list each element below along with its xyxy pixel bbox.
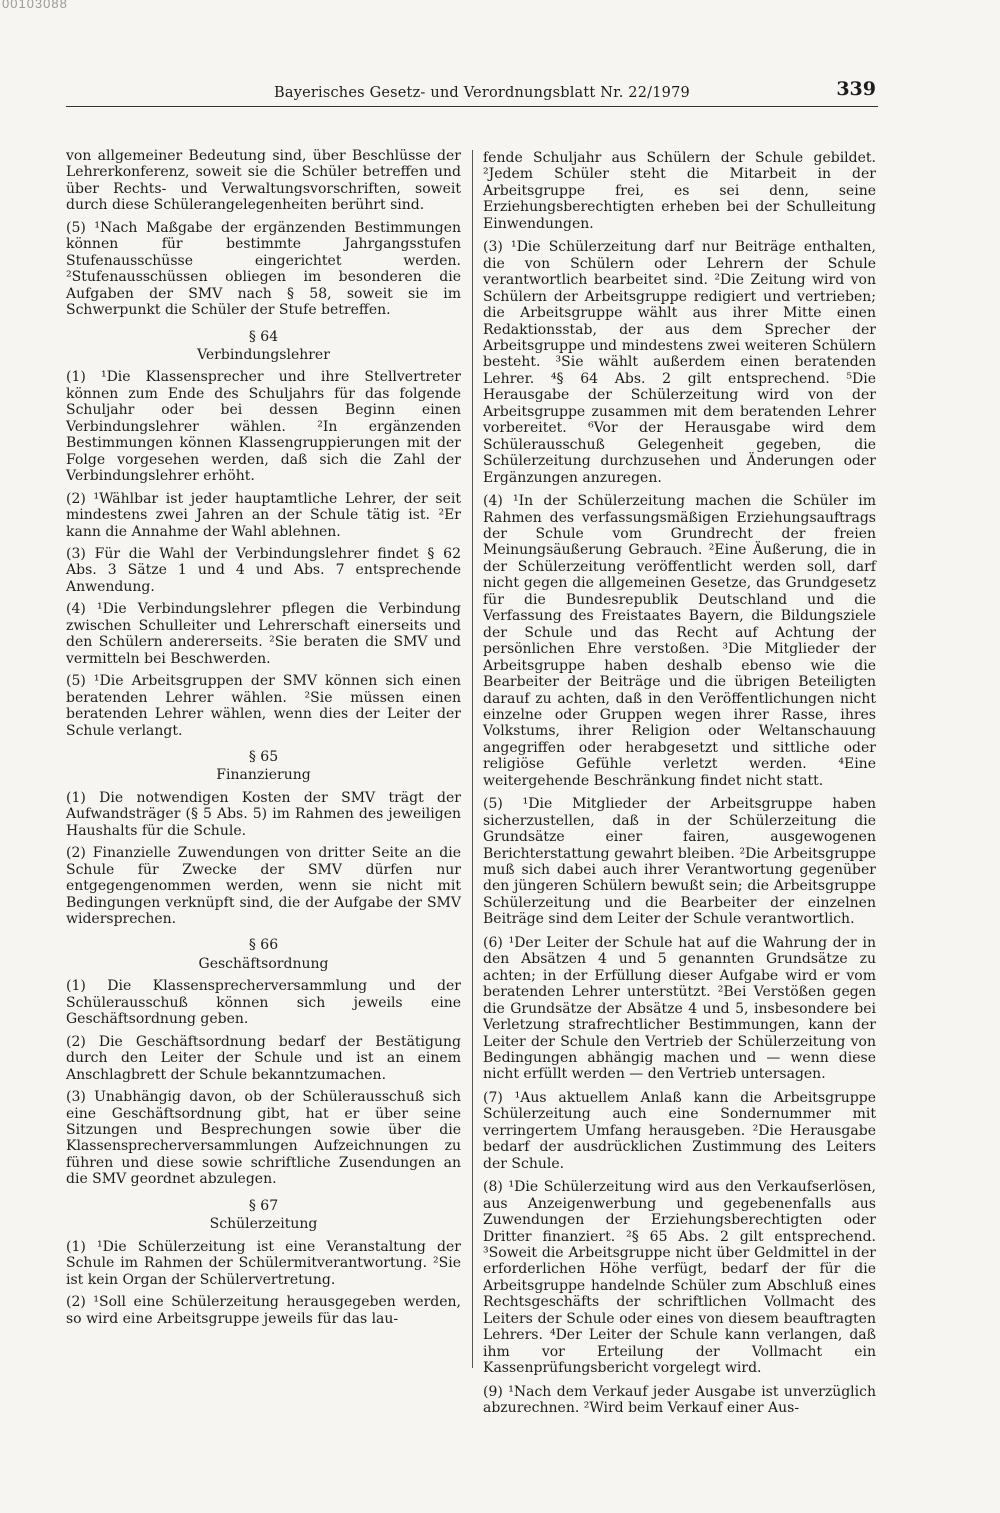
paragraph: (2) Die Geschäftsordnung bedarf der Bestätigung durch den Leiter der Schule und ist an einem Anschlagbrett der Schule bekanntzumachen.: [66, 1033, 461, 1083]
section-title: Schülerzeitung: [209, 1216, 318, 1233]
page-number: 339: [836, 78, 876, 100]
paragraph: (5) ¹Nach Maßgabe der ergänzenden Bestimmungen können für bestimmte Jahrgangsstufen Stufenausschüsse eingerichtet werden. ²Stufenausschüssen obliegen im besonderen die Aufgaben der SMV nach § 58, soweit sie im Schwerpunkt die Schüler der Stufe betreffen.: [66, 219, 461, 319]
page-header: [66, 80, 878, 107]
paragraph: (2) Finanzielle Zuwendungen von dritter Seite an die Schule für Zwecke der SMV dürfen nur entgegengenommen werden, wenn sie nicht mit Bedingungen verknüpft sind, die der Aufgabe der SMV widersprechen.: [66, 845, 461, 928]
right-column: [483, 150, 876, 1424]
paragraph: (7) ¹Aus aktuellem Anlaß kann die Arbeitsgruppe Schülerzeitung auch eine Sondernummer mit verringertem Umfang herausgeben. ²Die Herausgabe bedarf der ausdrücklichen Zustimmung des Leiters der Schule.: [483, 1089, 876, 1172]
section-title: Geschäftsordnung: [198, 955, 329, 972]
paragraph: (1) ¹Die Schülerzeitung ist eine Veranstaltung der Schule im Rahmen der Schülermitverantwortung. ²Sie ist kein Organ der Schülervertretung.: [66, 1238, 461, 1288]
paragraph: (1) Die Klassensprecherversammlung und der Schülerausschuß können sich jeweils eine Geschäftsordnung geben.: [66, 978, 461, 1028]
paragraph: (1) ¹Die Klassensprecher und ihre Stellvertreter können zum Ende des Schuljahrs für das folgende Schuljahr oder bei dessen Beginn einen Verbindungslehrer wählen. ²In ergänzenden Bestimmungen können Klassengruppierungen mit der Folge vorgesehen werden, daß sich die Zahl der Verbindungslehrer erhöht.: [66, 369, 461, 485]
paragraph: (2) ¹Soll eine Schülerzeitung herausgegeben werden, so wird eine Arbeitsgruppe jeweils für das lau-: [66, 1294, 461, 1327]
section-number: § 67: [248, 1197, 279, 1214]
section-title: Verbindungslehrer: [197, 346, 330, 363]
paragraph: von allgemeiner Bedeutung sind, über Beschlüsse der Lehrerkonferenz, soweit sie die Schüler betreffen und über Rechts- und Verwaltungsvorschriften, soweit durch diese Schülerangelegenheiten berührt sind.: [66, 148, 461, 214]
paragraph: (1) Die notwendigen Kosten der SMV trägt der Aufwandsträger (§ 5 Abs. 5) im Rahmen des jeweiligen Haushalts für die Schule.: [66, 789, 461, 839]
paragraph: (5) ¹Die Mitglieder der Arbeitsgruppe haben sicherzustellen, daß in der Schülerzeitung die Grundsätze einer fairen, ausgewogenen Berichterstattung gewahrt bleiben. ²Die Arbeitsgruppe muß sich dabei auch ihrer Verantwortung gegenüber den jüngeren Schülern bewußt sein; die Arbeitsgruppe Schülerzeitung und die Bearbeiter der einzelnen Beiträge sind dem Leiter der Schule verantwortlich.: [483, 796, 876, 928]
paragraph: (2) ¹Wählbar ist jeder hauptamtliche Lehrer, der seit mindestens zwei Jahren an der Schule tätig ist. ²Er kann die Annahme der Wahl ablehnen.: [66, 490, 461, 540]
paragraph: (5) ¹Die Arbeitsgruppen der SMV können sich einen beratenden Lehrer wählen. ²Sie müssen einen beratenden Lehrer wählen, wenn dies der Leiter der Schule verlangt.: [66, 673, 461, 739]
left-column: [66, 148, 461, 1333]
paragraph: (3) ¹Die Schülerzeitung darf nur Beiträge enthalten, die von Schülern oder Lehrern der Schule verantwortlich bearbeitet sind. ²Die Zeitung wird von Schülern der Arbeitsgruppe redigiert und vertrieben; die Arbeitsgruppe wählt aus ihrer Mitte einen Redaktionsstab, der aus dem Sprecher der Arbeitsgruppe und mindestens zwei weiteren Schülern besteht. ³Sie wählt außerdem einen beratenden Lehrer. ⁴§ 64 Abs. 2 gilt entsprechend. ⁵Die Herausgabe der Schülerzeitung wird von der Arbeitsgruppe zusammen mit dem beratenden Lehrer vorbereitet. ⁶Vor der Herausgabe wird dem Schülerausschuß Gelegenheit gegeben, die Schülerzeitung durchzusehen und Änderungen oder Ergänzungen anzuregen.: [483, 239, 876, 486]
paragraph: (6) ¹Der Leiter der Schule hat auf die Wahrung der in den Absätzen 4 und 5 genannten Grundsätze zu achten; in der Erfüllung dieser Aufgabe wird er vom beratenden Lehrer unterstützt. ²Bei Verstößen gegen die Grundsätze der Absätze 4 und 5, insbesondere bei Verletzung strafrechtlicher Bestimmungen, kann der Leiter der Schule den Vertrieb der Schülerzeitung von Bedingungen abhängig machen und — wenn diese nicht erfüllt werden — den Vertrieb untersagen.: [483, 934, 876, 1083]
paragraph: (9) ¹Nach dem Verkauf jeder Ausgabe ist unverzüglich abzurechnen. ²Wird beim Verkauf einer Aus-: [483, 1383, 876, 1417]
column-divider: [472, 150, 473, 1368]
section-number: § 65: [248, 748, 279, 765]
paragraph: fende Schuljahr aus Schülern der Schule gebildet. ²Jedem Schüler steht die Mitarbeit in der Arbeitsgruppe frei, es sei denn, seine Erziehungsberechtigten erheben bei der Schulleitung Einwendungen.: [483, 150, 876, 232]
paragraph: (3) Unabhängig davon, ob der Schülerausschuß sich eine Geschäftsordnung gibt, hat er über seine Sitzungen und Besprechungen sowie über die Klassensprecherversammlungen Aufzeichnungen zu führen und diese sowie schriftliche Zusendungen an die SMV geordnet abzulegen.: [66, 1089, 461, 1188]
paragraph: (3) Für die Wahl der Verbindungslehrer findet § 62 Abs. 3 Sätze 1 und 4 und Abs. 7 entsprechende Anwendung.: [66, 545, 461, 595]
section-number: § 66: [248, 937, 279, 954]
gazette-title: Bayerisches Gesetz- und Verordnungsblatt Nr. 22/1979: [274, 85, 690, 101]
archive-stamp: 00103088: [2, 0, 68, 11]
paragraph: (4) ¹In der Schülerzeitung machen die Schüler im Rahmen des verfassungsmäßigen Erziehungsauftrags der Schule vom Grundrecht der freien Meinungsäußerung Gebrauch. ²Eine Äußerung, die in der Schülerzeitung veröffentlicht werden soll, darf nicht gegen die allgemeinen Gesetze, das Grundgesetz für die Bundesrepublik Deutschland und die Verfassung des Freistaates Bayern, die Bildungsziele der Schule und das Recht auf Achtung der persönlichen Ehre verstoßen. ³Die Mitglieder der Arbeitsgruppe haben deshalb ebenso wie die Bearbeiter der Beiträge und die übrigen Beteiligten darauf zu achten, daß in den Veröffentlichungen nicht einzelne oder Gruppen wegen ihrer Rasse, ihres Volkstums, ihrer Religion oder Weltanschauung angegriffen oder herabgesetzt und sittliche oder religiöse Gefühle verletzt werden. ⁴Eine weitergehende Beschränkung findet nicht statt.: [483, 493, 876, 789]
paragraph: (8) ¹Die Schülerzeitung wird aus den Verkaufserlösen, aus Anzeigenwerbung und gegebenenfalls aus Zuwendungen der Erziehungsberechtigten oder Dritter finanziert. ²§ 65 Abs. 2 gilt entsprechend. ³Soweit die Arbeitsgruppe nicht über Geldmittel in der erforderlichen Höhe verfügt, bedarf der für die Arbeitsgruppe handelnde Schüler zum Abschluß eines Rechtsgeschäfts der schriftlichen Vollmacht des Leiters der Schule oder eines von diesem beauftragten Lehrers. ⁴Der Leiter der Schule kann verlangen, daß ihm vor Erteilung der Vollmacht ein Kassenprüfungsbericht vorgelegt wird.: [483, 1179, 876, 1377]
paragraph: (4) ¹Die Verbindungslehrer pflegen die Verbindung zwischen Schulleiter und Lehrerschaft einerseits und den Schülern andererseits. ²Sie beraten die SMV und vermitteln bei Beschwerden.: [66, 601, 461, 667]
section-title: Finanzierung: [216, 767, 311, 784]
section-number: § 64: [248, 328, 279, 345]
